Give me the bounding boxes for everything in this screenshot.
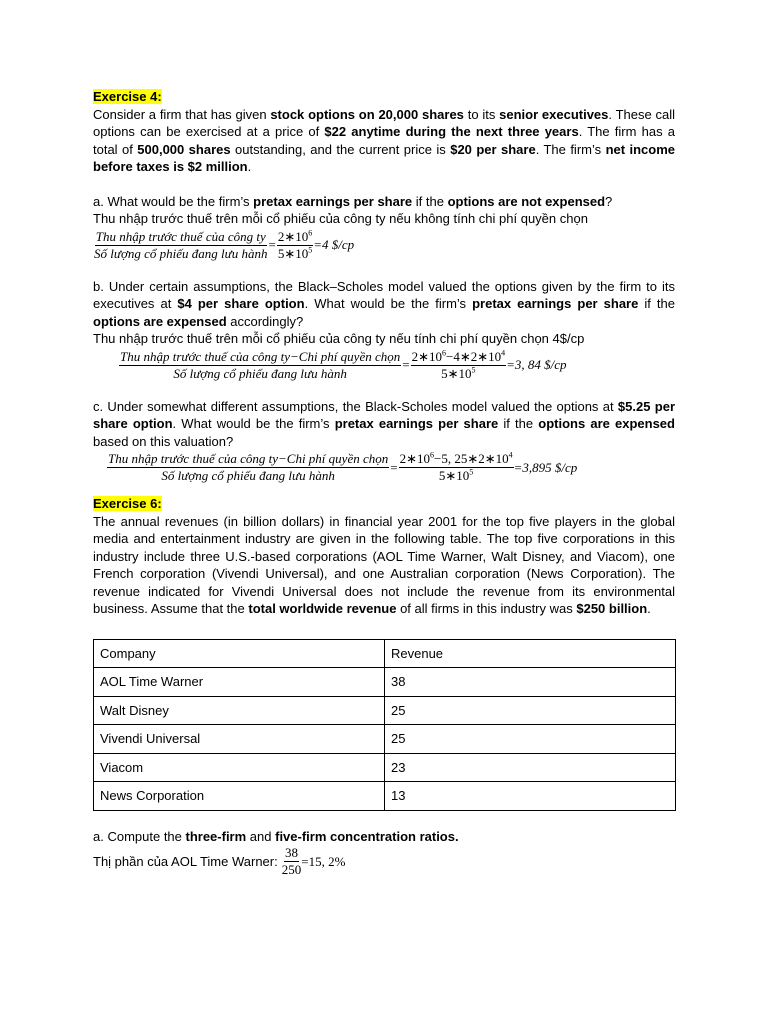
revenue-cell: 23	[385, 753, 676, 782]
company-cell: Walt Disney	[94, 696, 385, 725]
table-header-cell: Company	[94, 639, 385, 668]
exercise-6-heading	[93, 495, 675, 513]
formula-4a: $\frac{\text{Thu nhập trước thuế của công ty}}{\text{Số lượng cổ phiếu đang lưu hành}}$ = $\frac{2∗10^6}{5∗10^5}$ =4 $/cp	[94, 228, 355, 261]
question-4b: b. Under certain assumptions, the Black–Scholes model valued the options given by the firm to its executives at $4 per share option. What would be the firm’s pretax earnings per share if the options are expensed accordingly?	[93, 278, 675, 329]
exercise-4-heading	[93, 88, 675, 106]
formula-4c: $\frac{\text{Thu nhập trước thuế của công ty−Chi phí quyền chọn}}{\text{Số lượng cổ phiếu đang lưu hành}}$ = $\frac{2∗10^6-5, 25∗2∗10^4}{5∗10^5}$ =3,895 $/cp	[108, 450, 578, 483]
market-share-label: Thị phần của AOL Time Warner:	[93, 853, 278, 869]
question-6a: a. Compute the three-firm and five-firm concentration ratios.	[93, 828, 459, 844]
table-header-cell: Revenue	[385, 639, 676, 668]
revenue-cell: 25	[385, 696, 676, 725]
question-4c: c. Under somewhat different assumptions, the Black-Scholes model valued the options at $5.25 per share option. What would be the firm’s pretax earnings per share if the options are expensed based on this valuation?	[93, 398, 676, 449]
revenue-cell: 38	[385, 668, 676, 697]
exercise-6-title: Exercise 6:	[93, 496, 162, 511]
document-page	[93, 88, 675, 877]
exercise-4-title: Exercise 4:	[93, 89, 162, 104]
table-row	[94, 668, 676, 697]
formula-6a: Thị phần của AOL Time Warner: $\frac{38}{250}$ =15, 2%	[93, 845, 346, 877]
table-row	[94, 725, 676, 754]
exercise-6-intro: The annual revenues (in billion dollars) in financial year 2001 for the top five players in the global media and entertainment industry are given in the following table. The top five corporations in this industry include three U.S.-based corporations (AOL Time Warner, Walt Disney, and Viacom), one French corporation (Vivendi Universal), and one Australian corporation (News Corporation). The revenue indicated for Vivendi Universal does not include the revenue from its environmental business. Assume that the total worldwide revenue of all firms in this industry was $250 billion.	[93, 513, 675, 616]
question-4a-vietnamese: Thu nhập trước thuế trên mỗi cổ phiếu của công ty nếu không tính chi phí quyền chọn	[93, 211, 588, 226]
revenue-cell: 13	[385, 782, 676, 811]
table-row	[94, 696, 676, 725]
table-row	[94, 782, 676, 811]
formula-4b: $\frac{\text{Thu nhập trước thuế của công ty−Chi phí quyền chọn}}{\text{Số lượng cổ phiếu đang lưu hành}}$ = $\frac{2∗10^6-4∗2∗10^4}{5∗10^5}$ =3, 84 $/cp	[120, 348, 567, 381]
table-header-row	[94, 639, 676, 668]
question-4b-vietnamese: Thu nhập trước thuế trên mỗi cổ phiếu của công ty nếu tính chi phí quyền chọn 4$/cp	[93, 331, 585, 346]
company-cell: AOL Time Warner	[94, 668, 385, 697]
table-row	[94, 753, 676, 782]
revenue-table	[93, 639, 676, 811]
company-cell: Vivendi Universal	[94, 725, 385, 754]
company-cell: News Corporation	[94, 782, 385, 811]
question-4a: a. What would be the firm’s pretax earnings per share if the options are not expensed?	[93, 193, 613, 209]
company-cell: Viacom	[94, 753, 385, 782]
exercise-4-intro: Consider a firm that has given stock options on 20,000 shares to its senior executives. These call options can be exercised at a price of $22 anytime during the next three years. The firm has a total of 500,000 shares outstanding, and the current price is $20 per share. The firm’s net income before taxes is $2 million.	[93, 106, 676, 174]
revenue-cell: 25	[385, 725, 676, 754]
